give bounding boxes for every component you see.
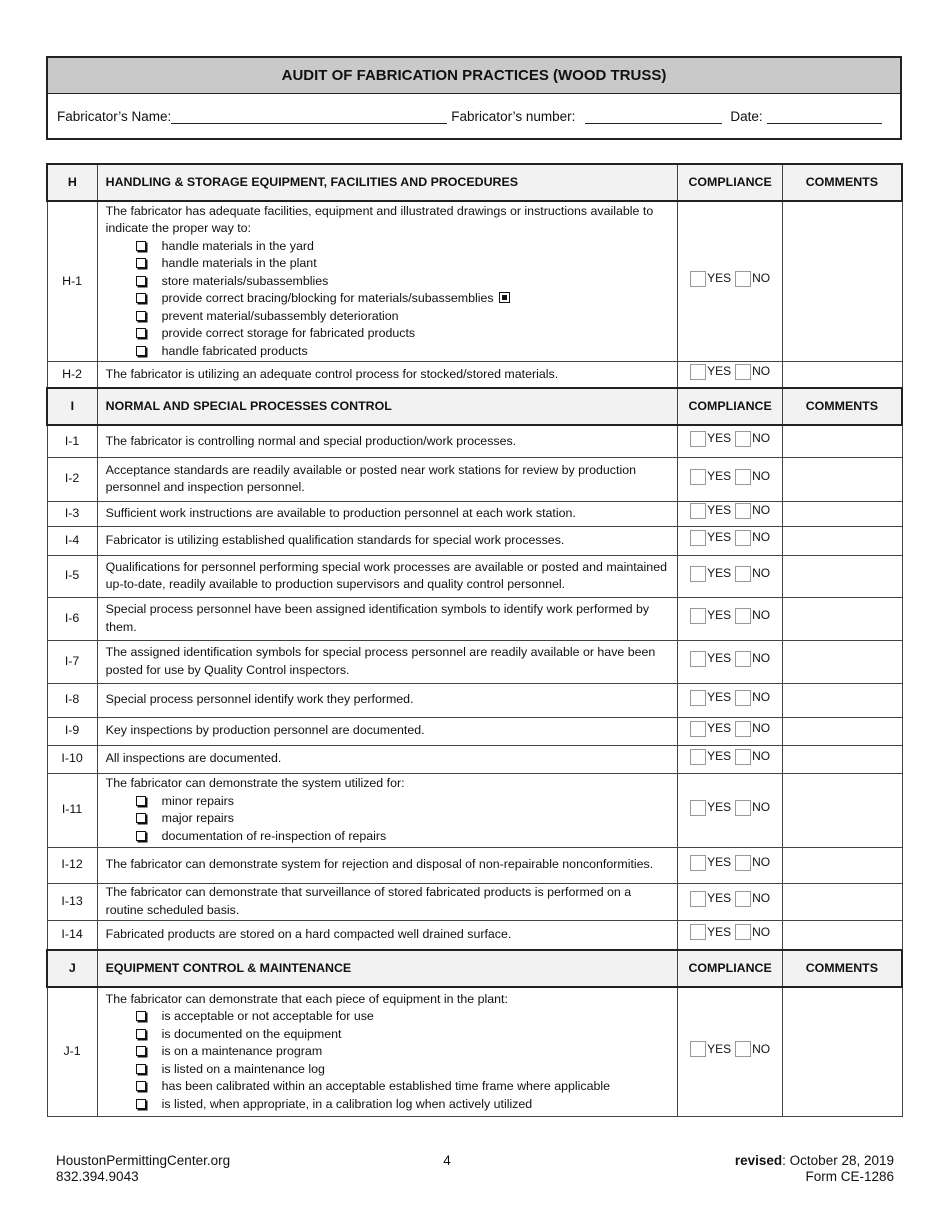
table-row — [47, 920, 902, 950]
item-description: Qualifications for personnel performing special work processes are available or posted and maintained up-to-date, readily available to production supervisors and quality control personnel. — [97, 555, 678, 597]
item-description: Fabricated products are stored on a hard compacted well drained surface. — [97, 920, 678, 950]
yes-checkbox[interactable] — [690, 566, 706, 582]
comments-header: COMMENTS — [782, 164, 902, 201]
fabricator-name-field[interactable] — [171, 109, 447, 124]
list-item: has been calibrated within an acceptable established time frame where applicable — [106, 1078, 670, 1096]
table-row — [47, 526, 902, 555]
no-checkbox[interactable] — [735, 690, 751, 706]
fabricator-number-label: Fabricator’s number: — [451, 109, 576, 124]
section-code: I — [47, 388, 97, 425]
section-title: NORMAL AND SPECIAL PROCESSES CONTROL — [97, 388, 678, 425]
comments-cell[interactable] — [782, 361, 902, 388]
compliance-cell: YES NO — [678, 745, 782, 773]
item-code: I-14 — [47, 920, 97, 950]
no-checkbox[interactable] — [735, 503, 751, 519]
list-item: minor repairs — [106, 793, 670, 811]
no-checkbox[interactable] — [735, 800, 751, 816]
yes-checkbox[interactable] — [690, 364, 706, 380]
checkbox-icon — [136, 293, 146, 303]
list-item: is on a maintenance program — [106, 1043, 670, 1061]
table-row — [47, 883, 902, 920]
item-intro: The fabricator can demonstrate the system utilized for: — [105, 776, 405, 790]
compliance-cell: YES NO — [678, 640, 782, 683]
list-item: is acceptable or not acceptable for use — [106, 1008, 670, 1026]
compliance-cell: YES NO — [678, 987, 782, 1116]
section-header-h — [47, 164, 902, 201]
comments-cell[interactable] — [782, 526, 902, 555]
item-code: I-13 — [47, 883, 97, 920]
comments-cell[interactable] — [782, 987, 902, 1116]
item-code: I-12 — [47, 847, 97, 883]
page-number: 4 — [443, 1153, 451, 1168]
no-checkbox[interactable] — [735, 364, 751, 380]
item-intro: The fabricator can demonstrate that each piece of equipment in the plant: — [105, 991, 508, 1006]
checkbox-icon — [136, 796, 146, 806]
yes-checkbox[interactable] — [690, 503, 706, 519]
item-description: Fabricator is utilizing established qualification standards for special work processes. — [97, 526, 678, 555]
checkbox-icon — [136, 328, 146, 338]
compliance-cell: YES NO — [678, 847, 782, 883]
table-row — [47, 457, 902, 501]
list-item: provide correct storage for fabricated products — [106, 325, 670, 343]
item-description — [97, 987, 678, 1116]
comments-cell[interactable] — [782, 597, 902, 640]
yes-checkbox[interactable] — [690, 721, 706, 737]
yes-checkbox[interactable] — [690, 469, 706, 485]
compliance-cell: YES NO — [678, 555, 782, 597]
table-row — [47, 425, 902, 457]
compliance-header: COMPLIANCE — [678, 164, 782, 201]
yes-checkbox[interactable] — [690, 271, 706, 287]
compliance-header: COMPLIANCE — [678, 388, 782, 425]
fabricator-name-label: Fabricator’s Name: — [57, 109, 172, 124]
yes-checkbox[interactable] — [690, 608, 706, 624]
checkbox-icon — [136, 258, 146, 268]
date-field[interactable] — [767, 109, 882, 124]
comments-cell[interactable] — [782, 883, 902, 920]
item-description: Key inspections by production personnel are documented. — [97, 717, 678, 745]
item-code: I-9 — [47, 717, 97, 745]
item-code: I-4 — [47, 526, 97, 555]
item-code: I-7 — [47, 640, 97, 683]
no-checkbox[interactable] — [735, 1041, 751, 1057]
list-item: documentation of re-inspection of repairs — [106, 828, 670, 846]
checkbox-icon — [136, 346, 146, 356]
item-code: I-1 — [47, 425, 97, 457]
comments-cell[interactable] — [782, 745, 902, 773]
compliance-cell: YES NO — [678, 920, 782, 950]
yes-checkbox[interactable] — [690, 800, 706, 816]
compliance-cell: YES NO — [678, 501, 782, 526]
list-item: handle fabricated products — [106, 343, 670, 361]
comments-cell[interactable] — [782, 683, 902, 717]
comments-cell[interactable] — [782, 920, 902, 950]
checkbox-icon — [136, 1029, 146, 1039]
table-row — [47, 773, 902, 847]
table-row — [47, 501, 902, 526]
no-checkbox[interactable] — [735, 891, 751, 907]
yes-checkbox[interactable] — [690, 690, 706, 706]
fabricator-number-field[interactable] — [585, 109, 722, 124]
item-description: The fabricator can demonstrate system for rejection and disposal of non-repairable nonconformities. — [97, 847, 678, 883]
item-description: Special process personnel identify work they performed. — [97, 683, 678, 717]
compliance-cell: YES NO — [678, 717, 782, 745]
list-item: provide correct bracing/blocking for materials/subassemblies — [106, 290, 670, 308]
no-checkbox[interactable] — [735, 469, 751, 485]
checkbox-icon — [136, 241, 146, 251]
item-code: I-10 — [47, 745, 97, 773]
checkbox-icon — [136, 1046, 146, 1056]
table-row — [47, 640, 902, 683]
compliance-cell: YES NO — [678, 201, 782, 361]
compliance-cell: YES NO — [678, 425, 782, 457]
item-code: I-8 — [47, 683, 97, 717]
revised-label: revised — [734, 1153, 783, 1168]
item-description: All inspections are documented. — [97, 745, 678, 773]
yes-checkbox[interactable] — [690, 651, 706, 667]
item-code: I-3 — [47, 501, 97, 526]
table-row — [47, 201, 902, 361]
item-description: The assigned identification symbols for special process personnel are readily available or have been posted for use by Quality Control inspectors. — [97, 640, 678, 683]
no-checkbox[interactable] — [735, 431, 751, 447]
yes-checkbox[interactable] — [690, 431, 706, 447]
item-description: The fabricator is utilizing an adequate control process for stocked/stored materials. — [97, 361, 678, 388]
no-checkbox[interactable] — [735, 608, 751, 624]
yes-checkbox[interactable] — [690, 855, 706, 871]
item-code: I-11 — [47, 773, 97, 847]
table-row — [47, 745, 902, 773]
comments-cell[interactable] — [782, 555, 902, 597]
compliance-header: COMPLIANCE — [678, 950, 782, 987]
revised-date: : October 28, 2019 — [782, 1153, 894, 1168]
list-item: handle materials in the plant — [106, 255, 670, 273]
table-row — [47, 683, 902, 717]
section-title: HANDLING & STORAGE EQUIPMENT, FACILITIES AND PROCEDURES — [97, 164, 678, 201]
date-label: Date: — [730, 109, 763, 124]
compliance-cell: YES NO — [678, 361, 782, 388]
comments-header: COMMENTS — [782, 950, 902, 987]
checkbox-icon — [136, 1099, 146, 1109]
item-description: Special process personnel have been assigned identification symbols to identify work performed by them. — [97, 597, 678, 640]
item-description: The fabricator is controlling normal and special production/work processes. — [97, 425, 678, 457]
footer-left — [56, 1153, 230, 1185]
comments-cell[interactable] — [782, 457, 902, 501]
footer-phone: 832.394.9043 — [56, 1169, 139, 1184]
table-row — [47, 597, 902, 640]
checkbox-icon — [136, 276, 146, 286]
list-item: is listed, when appropriate, in a calibration log when actively utilized — [106, 1096, 670, 1114]
list-item: store materials/subassemblies — [106, 273, 670, 291]
comments-cell[interactable] — [782, 717, 902, 745]
yes-checkbox[interactable] — [690, 749, 706, 765]
item-code: I-5 — [47, 555, 97, 597]
footer-right — [735, 1153, 894, 1185]
comments-cell[interactable] — [782, 773, 902, 847]
comments-cell[interactable] — [782, 640, 902, 683]
footer-form-number: Form CE-1286 — [805, 1169, 894, 1184]
table-row — [47, 555, 902, 597]
yes-checkbox[interactable] — [690, 530, 706, 546]
table-row — [47, 987, 902, 1116]
footer-website: HoustonPermittingCenter.org — [56, 1153, 231, 1168]
section-code: J — [47, 950, 97, 987]
comments-cell[interactable] — [782, 501, 902, 526]
item-description: Acceptance standards are readily available or posted near work stations for review by production personnel and inspection personnel. — [97, 457, 678, 501]
compliance-cell: YES NO — [678, 457, 782, 501]
item-code: H-1 — [47, 201, 97, 361]
item-code: J-1 — [47, 987, 97, 1116]
checkbox-icon — [136, 1064, 146, 1074]
item-description: The fabricator can demonstrate that surveillance of stored fabricated products is performed on a routine scheduled basis. — [97, 883, 678, 920]
table-row — [47, 717, 902, 745]
section-header-i — [47, 388, 902, 425]
compliance-cell: YES NO — [678, 883, 782, 920]
header-fields — [48, 94, 900, 139]
comments-header: COMMENTS — [782, 388, 902, 425]
list-item: is documented on the equipment — [106, 1026, 670, 1044]
item-description — [97, 201, 678, 361]
yes-checkbox[interactable] — [690, 1041, 706, 1057]
list-item: prevent material/subassembly deterioration — [106, 308, 670, 326]
compliance-cell: YES NO — [678, 773, 782, 847]
no-checkbox[interactable] — [735, 651, 751, 667]
checkbox-icon — [136, 831, 146, 841]
comments-cell[interactable] — [782, 201, 902, 361]
no-checkbox[interactable] — [735, 566, 751, 582]
no-checkbox[interactable] — [735, 721, 751, 737]
special-symbol-icon — [499, 292, 510, 303]
no-checkbox[interactable] — [735, 271, 751, 287]
form-header — [46, 56, 902, 140]
section-code: H — [47, 164, 97, 201]
audit-table — [46, 163, 903, 1117]
list-item: is listed on a maintenance log — [106, 1061, 670, 1079]
compliance-cell: YES NO — [678, 526, 782, 555]
checkbox-icon — [136, 311, 146, 321]
compliance-cell: YES NO — [678, 683, 782, 717]
yes-checkbox[interactable] — [690, 891, 706, 907]
compliance-cell: YES NO — [678, 597, 782, 640]
section-header-j — [47, 950, 902, 987]
comments-cell[interactable] — [782, 847, 902, 883]
form-title: AUDIT OF FABRICATION PRACTICES (WOOD TRUSS) — [48, 58, 900, 94]
list-item: handle materials in the yard — [106, 238, 670, 256]
item-intro: The fabricator has adequate facilities, equipment and illustrated drawings or instructions available to indicate the proper way to: — [105, 203, 654, 235]
item-description — [97, 773, 678, 847]
checkbox-icon — [136, 813, 146, 823]
footer-revised — [735, 1153, 894, 1169]
checkbox-icon — [136, 1011, 146, 1021]
no-checkbox[interactable] — [735, 530, 751, 546]
list-item: major repairs — [106, 810, 670, 828]
section-title: EQUIPMENT CONTROL & MAINTENANCE — [97, 950, 678, 987]
item-code: I-6 — [47, 597, 97, 640]
table-row — [47, 361, 902, 388]
table-row — [47, 847, 902, 883]
item-description: Sufficient work instructions are available to production personnel at each work station. — [97, 501, 678, 526]
checkbox-icon — [136, 1081, 146, 1091]
comments-cell[interactable] — [782, 425, 902, 457]
yes-checkbox[interactable] — [690, 924, 706, 940]
item-code: H-2 — [47, 361, 97, 388]
item-code: I-2 — [47, 457, 97, 501]
no-checkbox[interactable] — [735, 749, 751, 765]
no-checkbox[interactable] — [735, 924, 751, 940]
no-checkbox[interactable] — [735, 855, 751, 871]
